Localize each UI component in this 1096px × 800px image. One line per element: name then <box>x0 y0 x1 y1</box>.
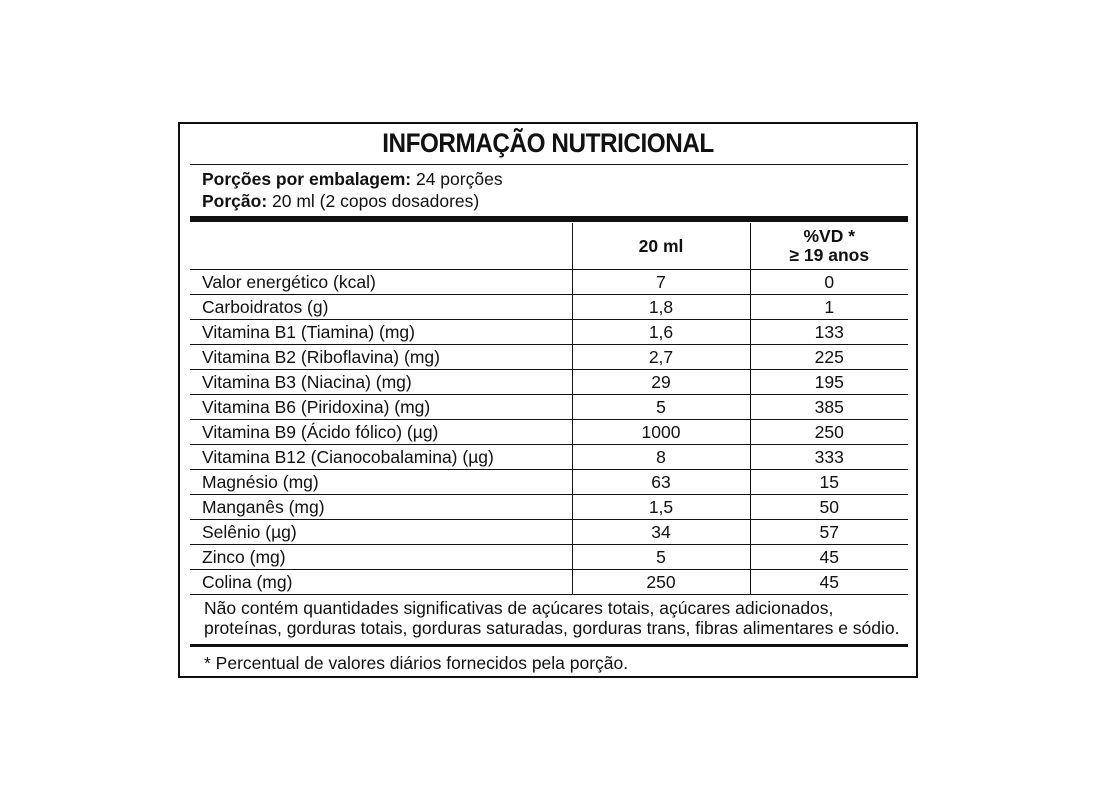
title-divider <box>190 164 908 165</box>
nutrient-name: Valor energético (kcal) <box>190 270 572 295</box>
table-row <box>190 520 908 545</box>
nutrient-amount: 29 <box>572 370 750 395</box>
table-row <box>190 420 908 445</box>
servings-value: 24 porções <box>415 169 503 189</box>
nutrient-name: Carboidratos (g) <box>190 295 572 320</box>
nutrition-facts-panel <box>178 122 918 678</box>
nutrient-name: Vitamina B9 (Ácido fólico) (µg) <box>190 420 572 445</box>
footnote: * Percentual de valores diários fornecidos pela porção. <box>204 653 629 673</box>
table-row <box>190 370 908 395</box>
table-row <box>190 345 908 370</box>
nutrient-daily-value: 15 <box>750 470 908 495</box>
nutrient-name: Selênio (µg) <box>190 520 572 545</box>
servings-label: Porções por embalagem: <box>202 169 412 189</box>
nutrient-daily-value: 45 <box>750 545 908 570</box>
nutrient-daily-value: 1 <box>750 295 908 320</box>
nutrient-amount: 2,7 <box>572 345 750 370</box>
nutrient-daily-value: 45 <box>750 570 908 595</box>
nutrient-daily-value: 385 <box>750 395 908 420</box>
header-dv-line1: %VD * <box>803 226 856 246</box>
table-row <box>190 395 908 420</box>
thick-divider <box>190 216 908 222</box>
nutrient-name: Zinco (mg) <box>190 545 572 570</box>
nutrient-daily-value: 50 <box>750 495 908 520</box>
table-row <box>190 470 908 495</box>
note-line-1: Não contém quantidades significativas de açúcares totais, açúcares adicionados, <box>204 598 834 618</box>
header-daily-value <box>750 223 908 270</box>
table-row <box>190 495 908 520</box>
not-significant-note <box>204 598 900 638</box>
portion-info <box>202 168 503 212</box>
nutrient-name: Vitamina B6 (Piridoxina) (mg) <box>190 395 572 420</box>
nutrient-name: Vitamina B1 (Tiamina) (mg) <box>190 320 572 345</box>
nutrient-amount: 7 <box>572 270 750 295</box>
table-row <box>190 445 908 470</box>
portion-label: Porção: <box>202 191 268 211</box>
portion-line <box>202 190 503 212</box>
table-row <box>190 570 908 595</box>
servings-line <box>202 168 503 190</box>
nutrient-daily-value: 133 <box>750 320 908 345</box>
nutrient-name: Vitamina B3 (Niacina) (mg) <box>190 370 572 395</box>
nutrient-amount: 5 <box>572 545 750 570</box>
nutrient-amount: 1,6 <box>572 320 750 345</box>
note-line-2: proteínas, gorduras totais, gorduras saturadas, gorduras trans, fibras alimentares e sódio. <box>204 618 900 638</box>
nutrient-amount: 5 <box>572 395 750 420</box>
header-dv-line2: ≥ 19 anos <box>789 245 870 265</box>
nutrient-name: Colina (mg) <box>190 570 572 595</box>
table-header-row <box>190 223 908 270</box>
nutrient-name: Vitamina B12 (Cianocobalamina) (µg) <box>190 445 572 470</box>
nutrient-daily-value: 57 <box>750 520 908 545</box>
header-amount: 20 ml <box>572 223 750 270</box>
nutrient-amount: 34 <box>572 520 750 545</box>
nutrient-name: Magnésio (mg) <box>190 470 572 495</box>
table-row <box>190 545 908 570</box>
header-nutrient <box>190 223 572 270</box>
nutrient-amount: 1000 <box>572 420 750 445</box>
footnote-divider <box>190 644 908 647</box>
nutrient-daily-value: 0 <box>750 270 908 295</box>
nutrient-daily-value: 195 <box>750 370 908 395</box>
nutrient-daily-value: 333 <box>750 445 908 470</box>
panel-title: INFORMAÇÃO NUTRICIONAL <box>382 128 714 158</box>
nutrient-amount: 63 <box>572 470 750 495</box>
nutrient-name: Vitamina B2 (Riboflavina) (mg) <box>190 345 572 370</box>
nutrient-amount: 1,5 <box>572 495 750 520</box>
table-row <box>190 295 908 320</box>
nutrient-amount: 8 <box>572 445 750 470</box>
nutrient-daily-value: 250 <box>750 420 908 445</box>
nutrient-name: Manganês (mg) <box>190 495 572 520</box>
nutrient-amount: 250 <box>572 570 750 595</box>
table-row <box>190 270 908 295</box>
portion-value: 20 ml (2 copos dosadores) <box>272 191 480 211</box>
nutrient-amount: 1,8 <box>572 295 750 320</box>
nutrient-daily-value: 225 <box>750 345 908 370</box>
table-row <box>190 320 908 345</box>
nutrition-table <box>190 223 908 595</box>
